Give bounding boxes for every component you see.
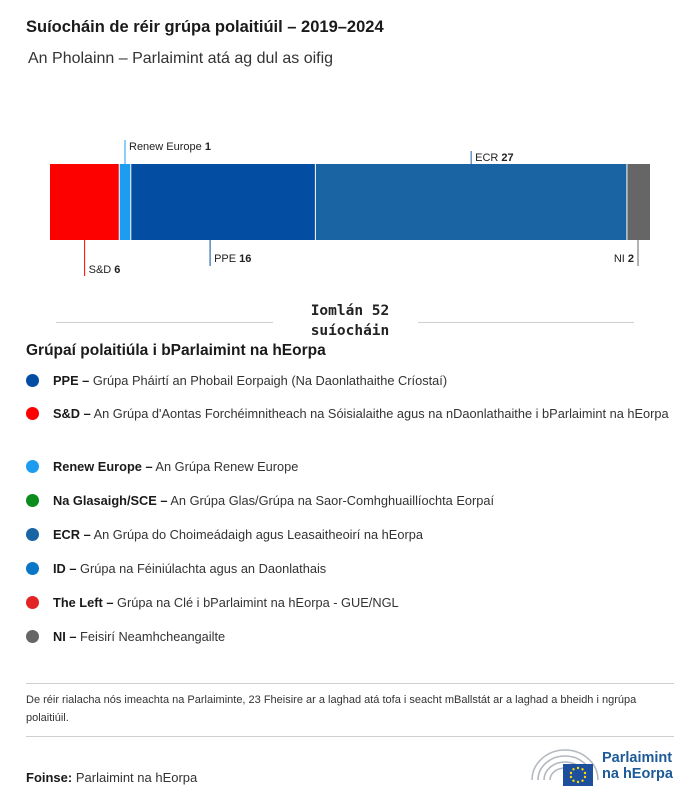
- legend-color-dot: [26, 528, 39, 541]
- segment-label-value: 6: [114, 264, 121, 276]
- segment-label: [614, 253, 634, 265]
- total-divider-left: [56, 322, 273, 323]
- bar-segment: [627, 164, 650, 240]
- legend-description: An Grúpa do Choimeádaigh agus Leasaitheoirí na hEorpa: [93, 527, 423, 542]
- legend-color-dot: [26, 596, 39, 609]
- legend-text: [53, 458, 673, 476]
- legend-abbr: PPE –: [53, 373, 90, 388]
- source-label: Foinse:: [26, 770, 73, 785]
- legend-color-dot: [26, 374, 39, 387]
- legend-text: [53, 372, 673, 390]
- legend-description: Grúpa na Clé i bParlaimint na hEorpa - GUE/NGL: [117, 595, 399, 610]
- legend-text: [53, 526, 673, 544]
- legend-abbr: Renew Europe –: [53, 459, 153, 474]
- legend-color-dot: [26, 460, 39, 473]
- segment-label-name: S&D: [88, 264, 115, 276]
- legend-color-dot: [26, 494, 39, 507]
- legend-description: Grúpa Pháirtí an Phobail Eorpaigh (Na Daonlathaithe Críostaí): [92, 373, 448, 388]
- stacked-bar-chart: [0, 120, 700, 290]
- legend-text: [53, 628, 673, 646]
- bar-segment: [119, 164, 131, 240]
- legend-text: [53, 405, 673, 423]
- total-seats: [280, 301, 420, 341]
- total-seats-line2: suíocháin: [310, 323, 390, 339]
- logo-line2: na hEorpa: [602, 766, 673, 782]
- source: [26, 770, 197, 785]
- bar-segment: [50, 164, 119, 240]
- note-divider-top: [26, 683, 674, 684]
- legend-description: An Grúpa Renew Europe: [155, 459, 299, 474]
- footnote: De réir rialacha nós imeachta na Parlaiminte, 23 Fheisire ar a laghad atá tofa i seacht mBallstát ar a laghad a bheidh i ngrúpa polaitiúil.: [26, 694, 637, 724]
- legend-abbr: The Left –: [53, 595, 114, 610]
- segment-label-name: PPE: [214, 253, 240, 265]
- legend-description: An Grúpa d'Aontas Forchéimnitheach na Sóisialaithe agus na nDaonlathaithe i bParlaimint na hEorpa: [93, 406, 669, 421]
- legend-text: [53, 560, 673, 578]
- bar-segment: [315, 164, 627, 240]
- total-divider-right: [418, 322, 634, 323]
- segment-label-name: Renew Europe: [129, 141, 205, 153]
- legend-color-dot: [26, 407, 39, 420]
- legend-color-dot: [26, 630, 39, 643]
- bar-segment: [131, 164, 316, 240]
- segment-label: [129, 141, 211, 153]
- segment-label-value: 16: [239, 253, 252, 265]
- legend-abbr: NI –: [53, 629, 77, 644]
- segment-label-name: ECR: [475, 152, 502, 164]
- source-text: Parlaimint na hEorpa: [75, 770, 198, 785]
- segment-label-value: 2: [627, 253, 634, 265]
- segment-label-value: 27: [501, 152, 514, 164]
- legend-abbr: Na Glasaigh/SCE –: [53, 493, 168, 508]
- parliament-hemicycle-icon: [530, 744, 600, 788]
- segment-label-value: 1: [204, 141, 211, 153]
- chart-title: Suíocháin de réir grúpa polaitiúil – 2019–2024: [26, 18, 384, 36]
- european-parliament-logo: [530, 744, 690, 788]
- logo-line1: Parlaimint: [602, 750, 673, 766]
- legend-abbr: ID –: [53, 561, 77, 576]
- legend-description: Feisirí Neamhcheangailte: [80, 629, 226, 644]
- legend-text: [53, 492, 673, 510]
- legend-description: Grúpa na Féiniúlachta agus an Daonlathais: [80, 561, 327, 576]
- legend-color-dot: [26, 562, 39, 575]
- segment-label-name: NI: [613, 253, 628, 265]
- legend-text: [53, 594, 673, 612]
- chart-subtitle: An Pholainn – Parlaimint atá ag dul as oifig: [28, 50, 334, 67]
- segment-label: [89, 264, 121, 276]
- note-divider-bottom: [26, 736, 674, 737]
- legend-abbr: S&D –: [53, 406, 91, 421]
- legend-abbr: ECR –: [53, 527, 91, 542]
- total-seats-line1: Iomlán 52: [310, 303, 390, 319]
- segment-label: [475, 152, 514, 164]
- legend-title: Grúpaí polaitiúla i bParlaimint na hEorpa: [26, 342, 326, 359]
- segment-label: [214, 253, 251, 265]
- legend-description: An Grúpa Glas/Grúpa na Saor-Comhghuaillíochta Eorpaí: [170, 493, 495, 508]
